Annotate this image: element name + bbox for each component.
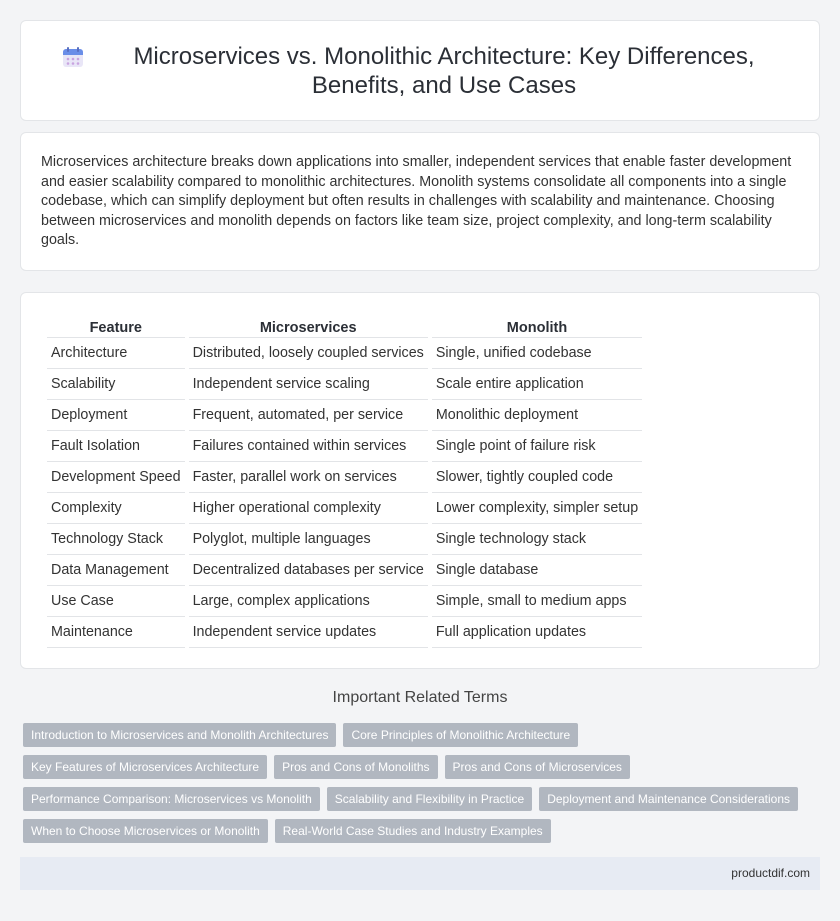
table-row [47,431,642,462]
related-tag[interactable]: Pros and Cons of Monoliths [274,755,437,779]
cell-monolith: Single database [432,555,642,586]
cell-microservices: Independent service updates [189,617,428,648]
cell-feature: Scalability [47,369,185,400]
table-row [47,462,642,493]
cell-microservices: Polyglot, multiple languages [189,524,428,555]
related-tag[interactable]: Key Features of Microservices Architecture [23,755,267,779]
cell-monolith: Single point of failure risk [432,431,642,462]
cell-feature: Development Speed [47,462,185,493]
cell-monolith: Simple, small to medium apps [432,586,642,617]
related-terms-title: Important Related Terms [332,689,508,706]
cell-microservices: Distributed, loosely coupled services [189,338,428,369]
table-row [47,369,642,400]
related-terms-list [23,723,823,851]
comparison-table [43,316,646,648]
cell-microservices: Faster, parallel work on services [189,462,428,493]
related-tag[interactable]: Deployment and Maintenance Considerations [539,787,798,811]
table-row [47,617,642,648]
tag-row [23,787,823,811]
table-row [47,586,642,617]
cell-microservices: Decentralized databases per service [189,555,428,586]
cell-microservices: Failures contained within services [189,431,428,462]
table-row [47,524,642,555]
cell-feature: Fault Isolation [47,431,185,462]
header-card [20,20,820,121]
cell-microservices: Frequent, automated, per service [189,400,428,431]
related-tag[interactable]: Pros and Cons of Microservices [445,755,630,779]
cell-feature: Complexity [47,493,185,524]
cell-monolith: Single technology stack [432,524,642,555]
table-row [47,493,642,524]
cell-feature: Architecture [47,338,185,369]
cell-monolith: Slower, tightly coupled code [432,462,642,493]
cell-microservices: Higher operational complexity [189,493,428,524]
cell-feature: Maintenance [47,617,185,648]
cell-microservices: Large, complex applications [189,586,428,617]
related-tag[interactable]: Real-World Case Studies and Industry Examples [275,819,551,843]
cell-microservices: Independent service scaling [189,369,428,400]
related-tag[interactable]: Introduction to Microservices and Monolith Architectures [23,723,336,747]
cell-monolith: Single, unified codebase [432,338,642,369]
related-tag[interactable]: When to Choose Microservices or Monolith [23,819,268,843]
tag-row [23,723,823,747]
related-tag[interactable]: Performance Comparison: Microservices vs Monolith [23,787,320,811]
page-title: Microservices vs. Monolithic Architecture: Key Differences, Benefits, and Use Cases [133,42,755,99]
table-row [47,555,642,586]
cell-feature: Deployment [47,400,185,431]
tag-row [23,819,823,843]
header-feature: Feature [47,316,185,338]
comparison-card [20,292,820,669]
cell-monolith: Monolithic deployment [432,400,642,431]
cell-feature: Use Case [47,586,185,617]
intro-text: Microservices architecture breaks down applications into smaller, independent services that enable faster development and easier scalability compared to monolithic architectures. Monolith systems consolidate all components into a single codebase, which can simplify deployment but often results in challenges with scalability and maintenance. Choosing between microservices and monolith depends on factors like team size, project complexity, and long-term scalability goals. [41,154,792,249]
header-monolith: Monolith [432,316,642,338]
cell-feature: Technology Stack [47,524,185,555]
table-header-row [47,316,642,338]
cell-monolith: Scale entire application [432,369,642,400]
intro-card [20,132,820,271]
footer-brand[interactable]: productdif.com [731,866,810,880]
related-tag[interactable]: Scalability and Flexibility in Practice [327,787,532,811]
cell-monolith: Lower complexity, simpler setup [432,493,642,524]
header-microservices: Microservices [189,316,428,338]
table-row [47,400,642,431]
related-tag[interactable]: Core Principles of Monolithic Architecture [343,723,578,747]
cell-feature: Data Management [47,555,185,586]
table-row [47,338,642,369]
tag-row [23,755,823,779]
calendar-icon [61,45,85,69]
cell-monolith: Full application updates [432,617,642,648]
footer [20,857,820,890]
